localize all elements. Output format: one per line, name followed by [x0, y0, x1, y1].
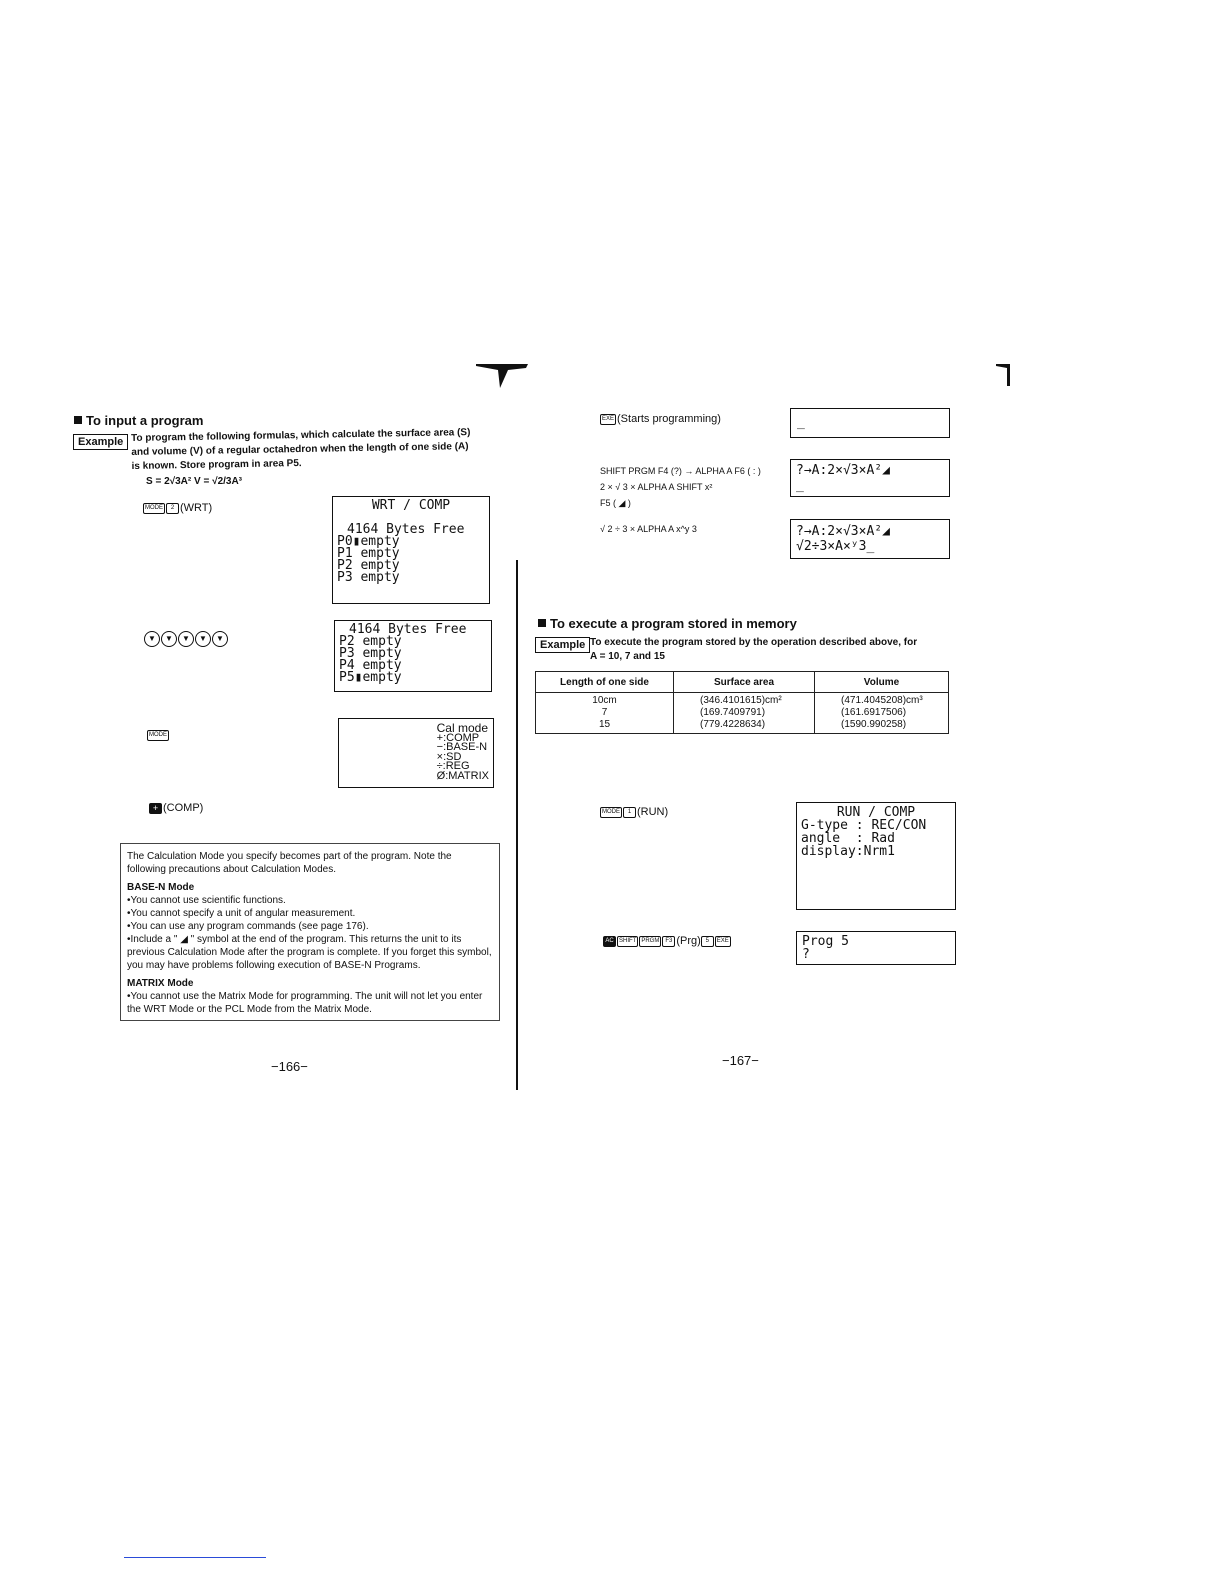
- plus-key: +: [149, 803, 162, 814]
- example-badge: Example: [73, 434, 128, 450]
- mode-key: MODE: [143, 503, 165, 514]
- key-sequence-line: SHIFT PRGM F4 (?) → ALPHA A F6 ( : ): [600, 466, 761, 476]
- lcd-screen-wrt: [332, 496, 490, 604]
- bullet-square-icon: [538, 619, 546, 627]
- step-volume-keys: [600, 524, 697, 534]
- mode-key: MODE: [600, 807, 622, 818]
- example-line: A = 10, 7 and 15: [590, 651, 665, 662]
- cursor-down-icon: ▼: [212, 631, 228, 647]
- precautions-note: [120, 843, 500, 1021]
- digit-2-key: 2: [166, 503, 179, 514]
- page-number-right: −167−: [722, 1053, 759, 1068]
- step-mode: [147, 727, 170, 745]
- bullet-square-icon: [74, 416, 82, 424]
- lcd-screen-cal-mode: [338, 718, 494, 788]
- lcd-screen-empty-program: [790, 408, 950, 438]
- step-comp: [149, 802, 203, 814]
- lcd-line: _: [796, 478, 804, 493]
- step-execute-prog: [603, 935, 732, 947]
- table-cell-sides: 10cm 7 15: [536, 693, 674, 734]
- table-cell-surface: (346.4101615)cm² (169.7409791) (779.4228634): [674, 693, 815, 734]
- lcd-line: Prog 5: [802, 934, 849, 949]
- table-header: Surface area: [674, 672, 815, 693]
- step-start-programming: [600, 413, 721, 425]
- example-text: [590, 636, 917, 664]
- example-line: To execute the program stored by the operation described above, for: [590, 637, 918, 648]
- lcd-line: ×:SD: [436, 750, 462, 763]
- formula: S = 2√3A² V = √2/3A³: [146, 476, 243, 487]
- lcd-line: −:BASE-N: [436, 741, 488, 754]
- note-intro: The Calculation Mode you specify becomes part of the program. Note the following precautions about Calculation Modes.: [127, 851, 452, 875]
- example-line: is known. Store program in area P5.: [131, 458, 302, 472]
- step-label: (RUN): [637, 806, 669, 818]
- lcd-line: WRT / COMP: [371, 498, 451, 513]
- cursor-down-icon: ▼: [161, 631, 177, 647]
- lcd-line: angle : Rad: [801, 831, 895, 846]
- table-header: Volume: [815, 672, 949, 693]
- lcd-line: P2 empty: [337, 558, 400, 573]
- step-label: (Prg): [676, 935, 701, 947]
- lcd-line: P3 empty: [339, 646, 402, 661]
- step-label: (COMP): [163, 802, 204, 814]
- lcd-line: ÷:REG: [436, 760, 470, 773]
- key-sequence-line: F5 ( ◢ ): [600, 498, 631, 508]
- step-label: (Starts programming): [617, 413, 721, 425]
- lcd-screen-prog5: [796, 931, 956, 965]
- cursor-down-icon: ▼: [178, 631, 194, 647]
- table-header-row: [536, 672, 949, 693]
- example-line: and volume (V) of a regular octahedron when the length of one side (A): [131, 441, 469, 458]
- lcd-screen-program-line1: [790, 459, 950, 497]
- note-item: •You cannot specify a unit of angular measurement.: [127, 908, 356, 919]
- step-cursor-down: [144, 628, 229, 647]
- step-formula-keys: [600, 463, 761, 511]
- lcd-line: ?→A:2×√3×A²◢: [796, 463, 890, 478]
- lcd-line: Ø:MATRIX: [436, 769, 489, 782]
- bottom-rule: [124, 1557, 266, 1558]
- example-badge: Example: [535, 637, 590, 653]
- lcd-line: P2 empty: [339, 634, 402, 649]
- example-text: [131, 426, 502, 474]
- lcd-screen-program-areas: [334, 620, 492, 692]
- digit-5-key: 5: [701, 936, 714, 947]
- results-table: [535, 671, 949, 734]
- lcd-line: ?→A:2×√3×A²◢: [796, 524, 890, 539]
- step-run: [600, 806, 668, 818]
- key-sequence-line: 2 × √ 3 × ALPHA A SHIFT x²: [600, 482, 713, 492]
- table-row: [536, 693, 949, 734]
- corner-mark-right-icon: [996, 362, 1016, 388]
- key-sequence-line: √ 2 ÷ 3 × ALPHA A x^y 3: [600, 524, 697, 534]
- lcd-line: Cal mode: [436, 721, 488, 735]
- page-number-left: −166−: [271, 1059, 308, 1074]
- note-item: •You cannot use the Matrix Mode for programming. The unit will not let you enter the WRT Mode or the PCL Mode from the Matrix Mode.: [127, 991, 483, 1015]
- section-title-execute: To execute a program stored in memory: [538, 616, 797, 631]
- note-heading-matrix: MATRIX Mode: [127, 978, 194, 989]
- exe-key: EXE: [715, 936, 731, 947]
- note-item: •Include a " ◢ " symbol at the end of the program. This returns the unit to its previous Calculation Mode after the program is complete. If you forget this symbol, you may have problems following execution of BASE-N Programs.: [127, 934, 492, 971]
- ac-key: AC: [603, 936, 616, 947]
- lcd-line: display:Nrm1: [801, 844, 895, 859]
- lcd-line: P0▮empty: [337, 534, 400, 549]
- lcd-screen-run-comp: [796, 802, 956, 910]
- note-item: •You can use any program commands (see page 176).: [127, 921, 369, 932]
- cursor-down-icon: ▼: [195, 631, 211, 647]
- lcd-line: _: [797, 415, 805, 430]
- lcd-line: RUN / COMP: [836, 805, 916, 820]
- lcd-line: P4 empty: [339, 658, 402, 673]
- shift-key: SHIFT: [617, 936, 638, 947]
- note-item: •You cannot use scientific functions.: [127, 895, 286, 906]
- lcd-line: 4164 Bytes Free: [347, 522, 465, 537]
- table-header: Length of one side: [536, 672, 674, 693]
- step-wrt: [143, 502, 212, 514]
- lcd-screen-program-line2: [790, 519, 950, 559]
- lcd-line: ?: [802, 947, 810, 962]
- lcd-line: √2÷3×A×ʸ3_: [796, 539, 875, 554]
- note-heading-base-n: BASE-N Mode: [127, 882, 195, 893]
- corner-mark-left-icon: [476, 360, 528, 390]
- lcd-line: 4164 Bytes Free: [349, 622, 467, 637]
- lcd-line: P5▮empty: [339, 670, 402, 685]
- step-label: (WRT): [180, 502, 213, 514]
- lcd-line: P1 empty: [337, 546, 400, 561]
- table-cell-volume: (471.4045208)cm³ (161.6917506) (1590.990258): [815, 693, 949, 734]
- cursor-down-icon: ▼: [144, 631, 160, 647]
- lcd-line: +:COMP: [436, 732, 480, 744]
- section-title-input: To input a program: [74, 413, 203, 428]
- lcd-line: P3 empty: [337, 570, 400, 585]
- page-divider: [516, 560, 518, 1090]
- example-line: To program the following formulas, which calculate the surface area (S): [131, 427, 471, 444]
- digit-1-key: 1: [623, 807, 636, 818]
- exe-key: EXE: [600, 414, 616, 425]
- prgm-key: PRGM: [639, 936, 661, 947]
- lcd-line: G-type : REC/CON: [801, 818, 927, 833]
- mode-key: MODE: [147, 730, 169, 741]
- f3-key: F3: [662, 936, 675, 947]
- lcd-cal-menu: [437, 722, 489, 781]
